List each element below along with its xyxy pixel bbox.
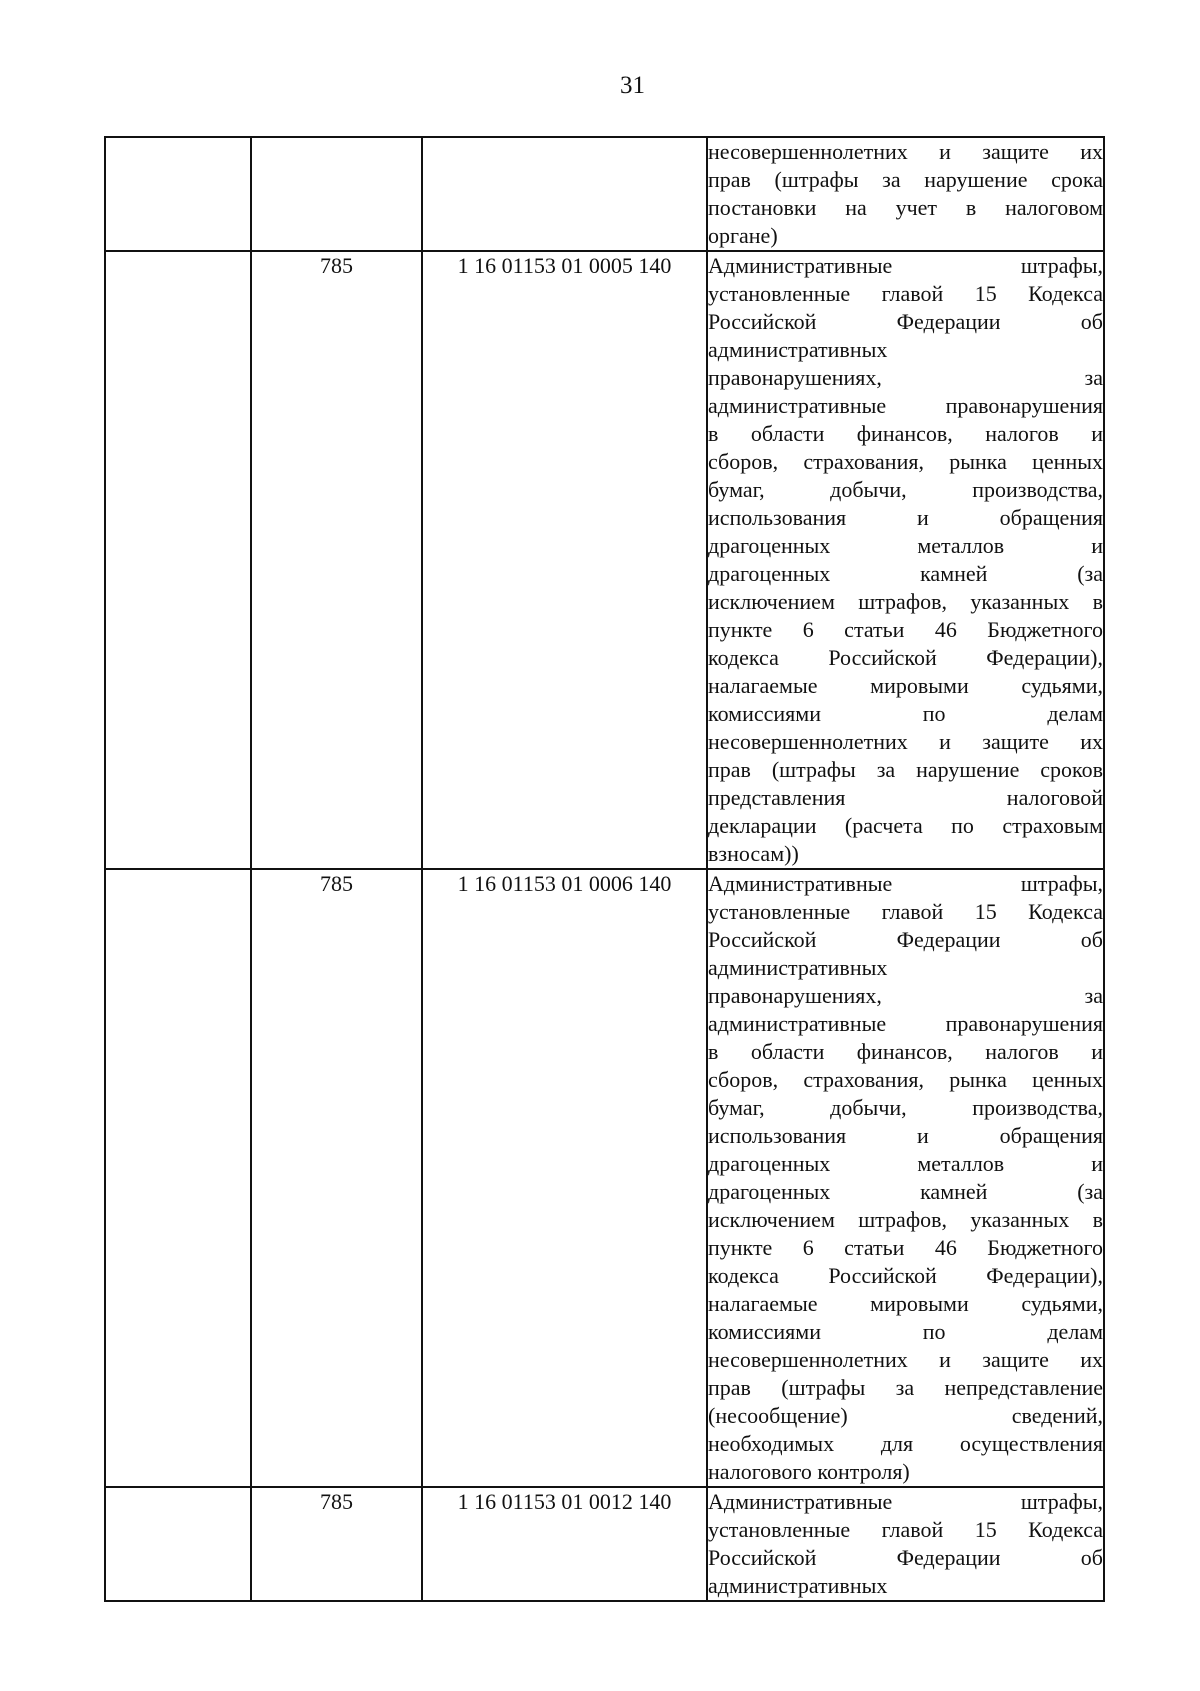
admin-code-cell: 785 [251, 869, 422, 1487]
description-line: пункте 6 статьи 46 Бюджетного [708, 1235, 1103, 1260]
description-line: использования и обращения [708, 505, 1103, 530]
description-line: в области финансов, налогов и [708, 421, 1103, 446]
table-row [105, 869, 1104, 1487]
description-line: прав (штрафы за непредставление [708, 1375, 1103, 1400]
description-line: драгоценных металлов и [708, 1151, 1103, 1176]
description-cell [707, 869, 1104, 1487]
description-line: в области финансов, налогов и [708, 1039, 1103, 1064]
description-line: драгоценных камней (за [708, 1179, 1103, 1204]
empty-cell [105, 137, 251, 251]
description-line: установленные главой 15 Кодекса [708, 1517, 1103, 1542]
description-line: (несообщение) сведений, [708, 1403, 1103, 1428]
description-line: комиссиями по делам [708, 1319, 1103, 1344]
description-line: Административные штрафы, [708, 1489, 1103, 1514]
admin-code-cell: 785 [251, 1487, 422, 1601]
description-line: налагаемые мировыми судьями, [708, 673, 1103, 698]
description-line: представления налоговой [708, 785, 1103, 810]
budget-classification-code-cell [422, 137, 707, 251]
budget-codes-table [104, 136, 1105, 1602]
description-line: исключением штрафов, указанных в [708, 589, 1103, 614]
description-line: налогового контроля) [708, 1459, 910, 1484]
description-line: взносам)) [708, 841, 799, 866]
description-line: административные правонарушения [708, 393, 1103, 418]
description-line: административных [708, 1573, 888, 1598]
description-line: драгоценных металлов и [708, 533, 1103, 558]
empty-cell [105, 869, 251, 1487]
budget-classification-code-cell: 1 16 01153 01 0005 140 [422, 251, 707, 869]
description-line: необходимых для осуществления [708, 1431, 1103, 1456]
description-line: несовершеннолетних и защите их [708, 139, 1103, 164]
description-cell [707, 251, 1104, 869]
description-cell [707, 137, 1104, 251]
description-line: административных [708, 337, 888, 362]
description-line: административных [708, 955, 888, 980]
description-line: несовершеннолетних и защите их [708, 729, 1103, 754]
admin-code-cell [251, 137, 422, 251]
table-row [105, 1487, 1104, 1601]
description-line: Российской Федерации об [708, 309, 1103, 334]
description-line: Российской Федерации об [708, 1545, 1103, 1570]
description-line: установленные главой 15 Кодекса [708, 281, 1103, 306]
description-line: сборов, страхования, рынка ценных [708, 1067, 1103, 1092]
description-line: прав (штрафы за нарушение сроков [708, 757, 1103, 782]
description-line: исключением штрафов, указанных в [708, 1207, 1103, 1232]
description-line: Административные штрафы, [708, 871, 1103, 896]
description-line: прав (штрафы за нарушение срока [708, 167, 1103, 192]
description-line: кодекса Российской Федерации), [708, 1263, 1103, 1288]
description-line: правонарушениях, за [708, 365, 1103, 390]
description-line: драгоценных камней (за [708, 561, 1103, 586]
table-row [105, 251, 1104, 869]
description-line: бумаг, добычи, производства, [708, 477, 1103, 502]
page-number: 31 [620, 72, 645, 99]
description-line: комиссиями по делам [708, 701, 1103, 726]
description-line: органе) [708, 223, 778, 248]
description-line: налагаемые мировыми судьями, [708, 1291, 1103, 1316]
description-line: декларации (расчета по страховым [708, 813, 1103, 838]
description-line: Российской Федерации об [708, 927, 1103, 952]
table-row [105, 137, 1104, 251]
description-line: постановки на учет в налоговом [708, 195, 1103, 220]
description-line: правонарушениях, за [708, 983, 1103, 1008]
description-line: пункте 6 статьи 46 Бюджетного [708, 617, 1103, 642]
description-line: бумаг, добычи, производства, [708, 1095, 1103, 1120]
budget-classification-code-cell: 1 16 01153 01 0006 140 [422, 869, 707, 1487]
empty-cell [105, 251, 251, 869]
description-line: сборов, страхования, рынка ценных [708, 449, 1103, 474]
description-line: административные правонарушения [708, 1011, 1103, 1036]
budget-classification-code-cell: 1 16 01153 01 0012 140 [422, 1487, 707, 1601]
description-line: установленные главой 15 Кодекса [708, 899, 1103, 924]
empty-cell [105, 1487, 251, 1601]
description-line: несовершеннолетних и защите их [708, 1347, 1103, 1372]
description-line: использования и обращения [708, 1123, 1103, 1148]
description-cell [707, 1487, 1104, 1601]
admin-code-cell: 785 [251, 251, 422, 869]
description-line: Административные штрафы, [708, 253, 1103, 278]
description-line: кодекса Российской Федерации), [708, 645, 1103, 670]
